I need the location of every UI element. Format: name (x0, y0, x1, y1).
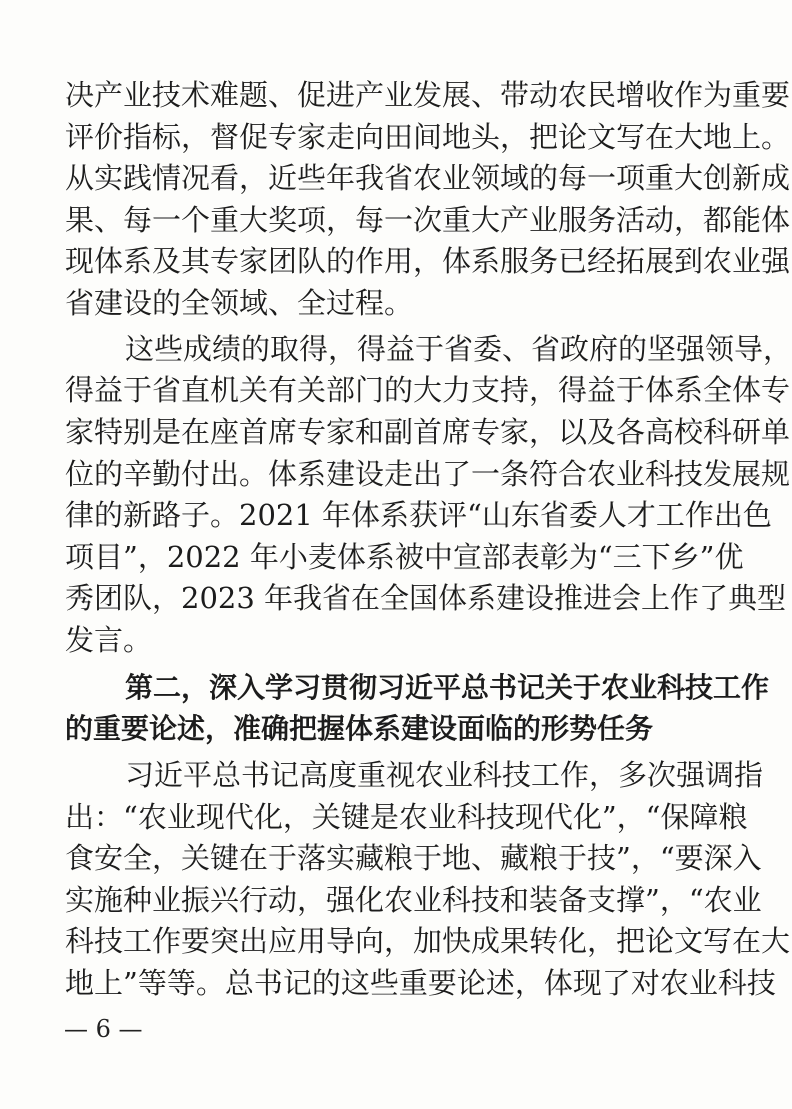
paragraph-start-line: 习近平总书记高度重视农业科技工作，多次强调指 (125, 758, 764, 792)
body-line: 得益于省直机关有关部门的大力支持，得益于体系全体专 (65, 373, 791, 407)
section-heading-line: 的重要论述，准确把握体系建设面临的形势任务 (65, 712, 654, 745)
body-line: 实施种业振兴行动，强化农业科技和装备支撑”，“农业 (65, 883, 762, 917)
body-line: 决产业技术难题、促进产业发展、带动农民增收作为重要 (65, 78, 791, 112)
body-line: 出：“农业现代化，关键是农业科技现代化”，“保障粮 (65, 800, 748, 834)
section-heading-line: 第二，深入学习贯彻习近平总书记关于农业科技工作 (125, 671, 770, 704)
paragraph-start-line: 这些成绩的取得，得益于省委、省政府的坚强领导， (125, 332, 792, 366)
body-line: 从实践情况看，近些年我省农业领域的每一项重大创新成 (65, 161, 791, 195)
body-line: 家特别是在座首席专家和副首席专家，以及各高校科研单 (65, 415, 791, 449)
body-line: 食安全，关键在于落实藏粮于地、藏粮于技”，“要深入 (65, 841, 762, 875)
body-line: 省建设的全领域、全过程。 (65, 286, 414, 320)
page-number: — 6 — (64, 1015, 143, 1043)
body-line: 发言。 (65, 623, 153, 657)
body-line: 项目”，2022 年小麦体系被中宣部表彰为“三下乡”优 (65, 540, 744, 574)
body-line: 律的新路子。2021 年体系获评“山东省委人才工作出色 (65, 498, 772, 532)
body-line: 秀团队，2023 年我省在全国体系建设推进会上作了典型 (65, 581, 787, 615)
body-line: 地上”等等。总书记的这些重要论述，体现了对农业科技 (65, 966, 776, 1000)
body-line: 科技工作要突出应用导向，加快成果转化，把论文写在大 (65, 924, 791, 958)
body-line: 现体系及其专家团队的作用，体系服务已经拓展到农业强 (65, 244, 791, 278)
body-line: 位的辛勤付出。体系建设走出了一条符合农业科技发展规 (65, 457, 791, 491)
body-line: 果、每一个重大奖项，每一次重大产业服务活动，都能体 (65, 203, 791, 237)
body-line: 评价指标，督促专家走向田间地头，把论文写在大地上。 (65, 120, 791, 154)
